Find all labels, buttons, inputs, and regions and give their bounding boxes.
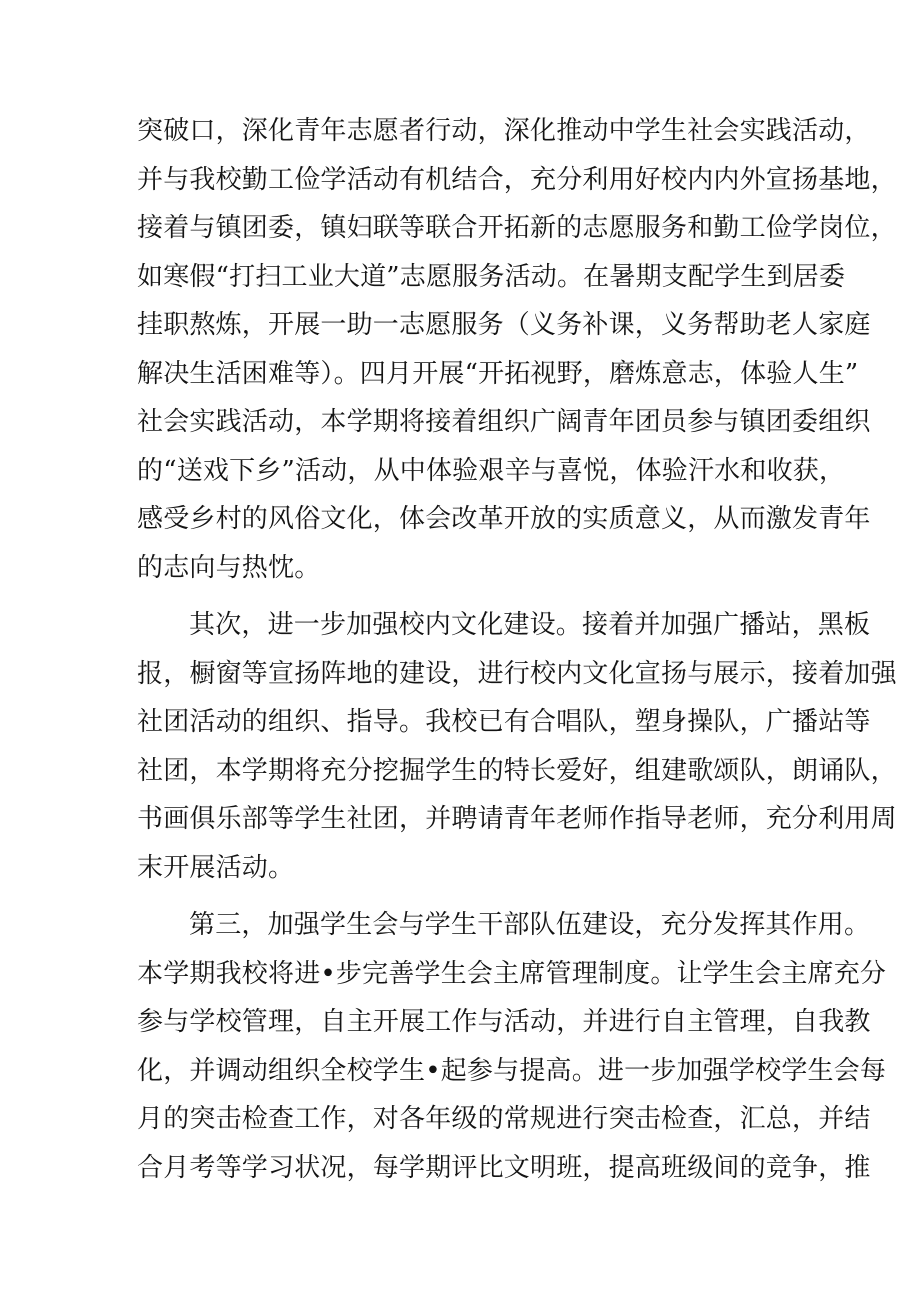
paragraph-3 [137,901,887,1192]
text-line: 社团活动的组织、指导。我校已有合唱队，塑身操队，广播站等 [137,707,871,737]
text-line: 月的突击检查工作，对各年级的常规进行突击检查，汇总，并结 [137,1104,871,1134]
text-line: 解决生活困难等）。四月开展“开拓视野，磨炼意志，体验人生” [137,358,859,389]
text-line: 社会实践活动，本学期将接着组织广阔青年团员参与镇团委组织 [137,407,871,437]
text-line: 本学期我校将进•步完善学生会主席管理制度。让学生会主席充分 [137,958,887,989]
text-line: 末开展活动。 [137,852,295,883]
text-line: 的志向与热忱。 [137,552,321,583]
paragraph-spacer [137,892,817,901]
text-line: 合月考等学习状况，每学期评比文明班，提高班级间的竞争，推 [137,1152,871,1183]
paragraph-spacer [137,592,817,601]
text-line: 化，并调动组织全校学生•起参与提高。进一步加强学校学生会每 [137,1055,887,1086]
text-line: 社团，本学期将充分挖掘学生的特长爱好，组建歌颂队，朗诵队， [137,755,897,786]
text-line: 接着与镇团委，镇妇联等联合开拓新的志愿服务和勤工俭学岗位， [137,213,897,243]
text-line: 突破口，深化青年志愿者行动，深化推动中学生社会实践活动， [137,116,871,146]
text-line: 挂职熬炼，开展一助一志愿服务（义务补课，义务帮助老人家庭 [137,310,871,340]
paragraph-2 [137,601,897,892]
text-line: 的“送戏下乡”活动，从中体验艰辛与喜悦，体验汗水和收获， [137,455,846,486]
text-line: 如寒假“打扫工业大道”志愿服务活动。在暑期支配学生到居委 [137,261,846,292]
text-line: 参与学校管理，自主开展工作与活动，并进行自主管理，自我教 [137,1007,871,1037]
text-line: 其次，进一步加强校内文化建设。接着并加强广播站，黑板 [189,610,871,640]
text-line: 书画俱乐部等学生社团，并聘请青年老师作指导老师，充分利用周 [137,804,897,834]
document-body [137,107,897,1192]
text-line: 第三，加强学生会与学生干部队伍建设，充分发挥其作用。 [189,910,871,940]
paragraph-1 [137,107,897,592]
text-line: 报，橱窗等宣扬阵地的建设，进行校内文化宣扬与展示，接着加强 [137,658,897,689]
text-line: 感受乡村的风俗文化，体会改革开放的实质意义，从而激发青年 [137,504,871,534]
text-line: 并与我校勤工俭学活动有机结合，充分利用好校内内外宣扬基地， [137,164,897,195]
